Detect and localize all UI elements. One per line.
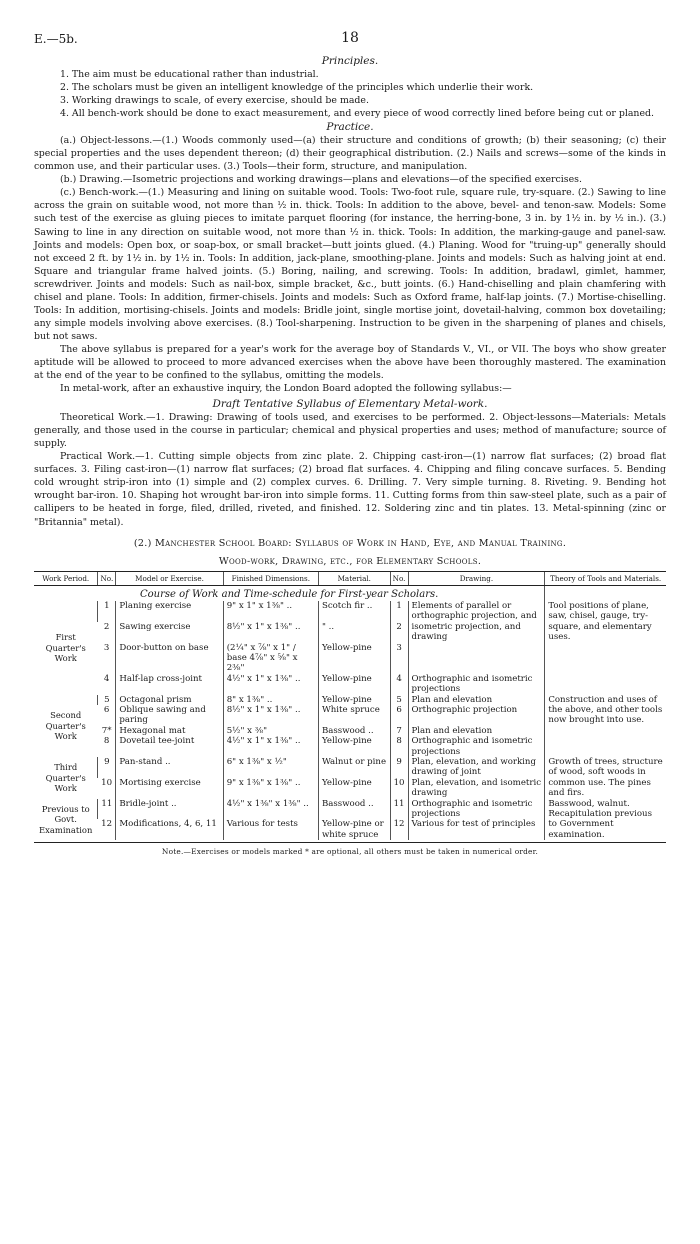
material-cell: Yellow-pine or white spruce: [318, 819, 390, 840]
exercise-number-cell: 8: [103, 736, 110, 747]
course-heading-row: [34, 585, 666, 601]
principles-heading: Principles.: [321, 55, 379, 67]
dimensions-cell: 4½" x 1" x 1⅜" ..: [223, 736, 318, 757]
theory-cell: Construction and uses of the above, and other tools now brought into use.: [545, 695, 666, 757]
drawing-cell: Orthographic projection: [408, 705, 545, 726]
material-cell: White spruce: [318, 705, 390, 726]
exercise-number-cell: 4: [103, 673, 110, 684]
drawing-number-cell: 3: [390, 643, 408, 674]
practice-paragraph: In metal-work, after an exhaustive inquiry, the London Board adopted the following syllabus:—: [60, 383, 512, 395]
header-reference: E.—5b.: [34, 32, 78, 46]
drawing-number-cell: 1: [390, 601, 408, 622]
material-cell: Basswood ..: [318, 799, 390, 820]
drawing-cell: Plan, elevation, and working drawing of joint: [408, 757, 545, 778]
model-cell: Hexagonal mat: [116, 726, 223, 736]
drawing-cell: isometric projection, and drawing: [408, 622, 545, 643]
page-header: [34, 30, 666, 52]
drawing-number-cell: 2: [390, 622, 408, 643]
model-cell: Mortising exercise: [116, 778, 223, 799]
page-number: 18: [341, 30, 359, 46]
drawing-cell: Orthographic and isometric projections: [408, 674, 545, 695]
dimensions-cell: 8½" x 1" x 1⅜" ..: [223, 705, 318, 726]
work-period-cell: Previous to Govt. Examination: [39, 803, 93, 835]
course-heading: Course of Work and Time-schedule for First-year Scholars.: [140, 588, 439, 600]
principle-item: 1. The aim must be educational rather than industrial.: [60, 69, 319, 80]
theory-cell: Growth of trees, structure of wood, soft woods in common use. The pines and firs.: [545, 757, 666, 799]
metal-paragraph: Practical Work.—1. Cutting simple objects from zinc plate. 2. Chipping cast-iron—(1) narrow flat surfaces; (2) broad flat surfaces. 3. Filing cast-iron—(1) narrow flat surfaces; (2) broad flat surfaces. 4. Chipping and filing concave surfaces. 5. Bending cold wrought strip-iron into (1) simple and (2) complex curves. 6. Drilling. 7. Very simple turning. 8. Riveting. 9. Bending hot wrought bar-iron. 10. Shaping hot wrought bar-iron into simple forms. 11. Cutting forms from thin saw-steel plate, such as a pair of callipers to be heated in forge, filed, drilled, riveted, and finished. 12. Soldering zinc and tin plates. 13. Metal-spinning (zinc or "Britannia" metal).: [34, 451, 666, 528]
manchester-subtitle: Wood-work, Drawing, etc., for Elementary Schools.: [218, 555, 482, 567]
dimensions-cell: (2¼" x ⅞" x 1" / base 4⅞" x ⅝" x 2⅜": [223, 643, 318, 674]
drawing-cell: Various for test of principles: [408, 819, 545, 840]
principle-item: 4. All bench-work should be done to exact measurement, and every piece of wood correctly lined before being cut or planed.: [60, 108, 654, 120]
table-note: Note.—Exercises or models marked * are optional, all others must be taken in numerical order.: [161, 847, 539, 857]
material-cell: Walnut or pine: [318, 757, 390, 778]
drawing-number-cell: 5: [390, 695, 408, 705]
model-cell: Sawing exercise: [116, 622, 223, 643]
dimensions-cell: 5½" x ⅜": [223, 726, 318, 736]
practice-paragraph: (a.) Object-lessons.—(1.) Woods commonly used—(a) their structure and conditions of growth; (b) their seasoning; (c) their special properties and the uses dependent thereon; (d) their geographical distribution. (2.) Nails and screws—some of the kinds in common use, and their particular uses. (3.) Tools—their form, structure, and manipulation.: [34, 135, 666, 173]
material-cell: Yellow-pine: [318, 674, 390, 695]
column-header: No.: [390, 571, 408, 585]
material-cell: Yellow-pine: [318, 695, 390, 705]
practice-paragraph: (b.) Drawing.—Isometric projections and working drawings—plans and elevations—of the specified exercises.: [60, 174, 582, 186]
table-row: [34, 757, 666, 778]
page: [34, 30, 666, 856]
drawing-number-cell: 10: [390, 778, 408, 799]
material-cell: Yellow-pine: [318, 643, 390, 674]
dimensions-cell: 8½" x 1" x 1⅜" ..: [223, 622, 318, 643]
drawing-cell: Plan, elevation, and isometric drawing: [408, 778, 545, 799]
dimensions-cell: 6" x 1⅜" x ½": [223, 757, 318, 778]
dimensions-cell: 4½" x 1⅜" x 1⅜" ..: [223, 799, 318, 820]
drawing-number-cell: 6: [390, 705, 408, 726]
drawing-cell: Plan and elevation: [408, 695, 545, 705]
dimensions-cell: 4½" x 1" x 1⅜" ..: [223, 674, 318, 695]
drawing-cell: Plan and elevation: [408, 726, 545, 736]
material-cell: Yellow-pine: [318, 778, 390, 799]
column-header: Finished Dimensions.: [223, 571, 318, 585]
model-cell: Half-lap cross-joint: [116, 674, 223, 695]
table-row: [34, 601, 666, 622]
model-cell: Modifications, 4, 6, 11: [116, 819, 223, 840]
drawing-number-cell: 7: [390, 726, 408, 736]
exercise-number-cell: 3: [103, 642, 110, 653]
syllabus-table: [34, 571, 666, 841]
exercise-number-cell: 12: [101, 819, 113, 830]
drawing-number-cell: 12: [390, 819, 408, 840]
column-header: Theory of Tools and Materials.: [545, 571, 666, 585]
table-row: [34, 799, 666, 820]
material-cell: " ..: [318, 622, 390, 643]
drawing-number-cell: 9: [390, 757, 408, 778]
principles-list: [34, 68, 666, 120]
column-header: No.: [98, 571, 116, 585]
dimensions-cell: 9" x 1⅜" x 1⅜" ..: [223, 778, 318, 799]
column-header: Work Period.: [34, 571, 98, 585]
exercise-number-cell: 1: [98, 601, 116, 622]
theory-cell: Basswood, walnut. Recapitulation previous to Government examination.: [545, 799, 666, 841]
exercise-number-cell: 5: [98, 695, 116, 705]
table-header-row: [34, 571, 666, 585]
dimensions-cell: 9" x 1" x 1⅜" ..: [223, 601, 318, 622]
work-period-cell: Second Quarter's Work: [45, 710, 86, 742]
model-cell: Pan-stand ..: [116, 757, 223, 778]
practice-paragraph: (c.) Bench-work.—(1.) Measuring and lining on suitable wood. Tools: Two-foot rule, square rule, try-square. (2.) Sawing to line across the grain on suitable wood, not more than ½ in. thick. Tools: In addition to the above, bevel- and tenon-saw. Models: Some such test of the exercise as gluing pieces to imitate parquet flooring (for instance, the herring-bone, 3 in. by 1½ in. by ½ in.). (3.) Sawing to line in any direction on suitable wood, not more than ½ in. thick. Tools: In addition, the marking-gauge and panel-saw. Joints and models: Open box, or soap-box, or small bracket—butt joints glued. (4.) Planing. Wood for "truing-up" generally should not exceed 2 ft. by 1½ in. by 1½ in. Tools: In addition, jack-plane, smoothing-plane. Joints and models: Such as halving joint at end. Square and triangular frame halved joints. (5.) Boring, nailing, and screwing. Tools: In addition, bradawl, gimlet, hammer, screwdriver. Joints and models: Such as nail-box, simple bracket, &c., butt joints. (6.) Hand-chiselling and plain chamfering with chisel and plane. Tools: In addition, firmer-chisels. Joints and models: Such as Oxford frame, half-lap joints. (7.) Mortise-chiselling. Tools: In addition, mortising-chisels. Joints and models: Bridle joint, single mortise joint, dovetail-halving, common box dovetailing; any simple models involving above exercises. (8.) Tool-sharpening. Instruction to be given in the sharpening of planes and chisels, but not saws.: [34, 187, 666, 342]
metal-heading: Draft Tentative Syllabus of Elementary Metal-work.: [212, 398, 488, 411]
drawing-cell: [408, 643, 545, 674]
table-row: [34, 695, 666, 705]
table-bottom-rule: [34, 842, 666, 843]
dimensions-cell: Various for tests: [223, 819, 318, 840]
theory-cell: Tool positions of plane, saw, chisel, gauge, try-square, and elementary uses.: [545, 601, 666, 695]
model-cell: Oblique sawing and paring: [116, 705, 223, 726]
exercise-number-cell: 6: [103, 705, 110, 716]
model-cell: Bridle-joint ..: [116, 799, 223, 820]
exercise-number-cell: 10: [101, 777, 113, 788]
material-cell: Scotch fir ..: [318, 601, 390, 622]
material-cell: Basswood ..: [318, 726, 390, 736]
practice-heading: Practice.: [326, 121, 374, 134]
exercise-number-cell: 9: [98, 757, 116, 778]
exercise-number-cell: 2: [103, 621, 110, 632]
exercise-number-cell: 7*: [101, 725, 112, 736]
drawing-number-cell: 8: [390, 736, 408, 757]
column-header: Material.: [318, 571, 390, 585]
metal-paragraph: Theoretical Work.—1. Drawing: Drawing of tools used, and exercises to be performed. 2. Object-lessons—Materials: Metals generally, and those used in the course in particular; chemical and physical properties and uses; method of manufacture; source of supply.: [34, 412, 666, 450]
material-cell: Yellow-pine: [318, 736, 390, 757]
work-period-cell: First Quarter's Work: [45, 632, 86, 663]
column-header: Drawing.: [408, 571, 545, 585]
model-cell: Dovetail tee-joint: [116, 736, 223, 757]
exercise-number-cell: 11: [98, 799, 116, 820]
model-cell: Planing exercise: [116, 601, 223, 622]
practice-paragraph: The above syllabus is prepared for a year's work for the average boy of Standards V., VI., or VII. The boys who show greater aptitude will be allowed to proceed to more advanced exercises when the above have been thoroughly mastered. The examination at the end of the year to be confined to the syllabus, omitting the models.: [34, 343, 666, 382]
drawing-cell: Orthographic and isometric projections: [408, 736, 545, 757]
principle-item: 2. The scholars must be given an intelligent knowledge of the principles which underlie their work.: [60, 82, 534, 94]
dimensions-cell: 8" x 1⅜" ..: [223, 695, 318, 705]
column-header: Model or Exercise.: [116, 571, 223, 585]
principle-item: 3. Working drawings to scale, of every exercise, should be made.: [60, 95, 369, 107]
drawing-number-cell: 11: [390, 799, 408, 820]
work-period-cell: Third Quarter's Work: [45, 762, 86, 794]
drawing-cell: Orthographic and isometric projections: [408, 799, 545, 820]
model-cell: Octagonal prism: [116, 695, 223, 705]
model-cell: Door-button on base: [116, 643, 223, 674]
manchester-title: (2.) Manchester School Board: Syllabus of Work in Hand, Eye, and Manual Training.: [133, 537, 567, 549]
drawing-number-cell: 4: [390, 674, 408, 695]
drawing-cell: Elements of parallel or orthographic projection, and: [408, 601, 545, 622]
